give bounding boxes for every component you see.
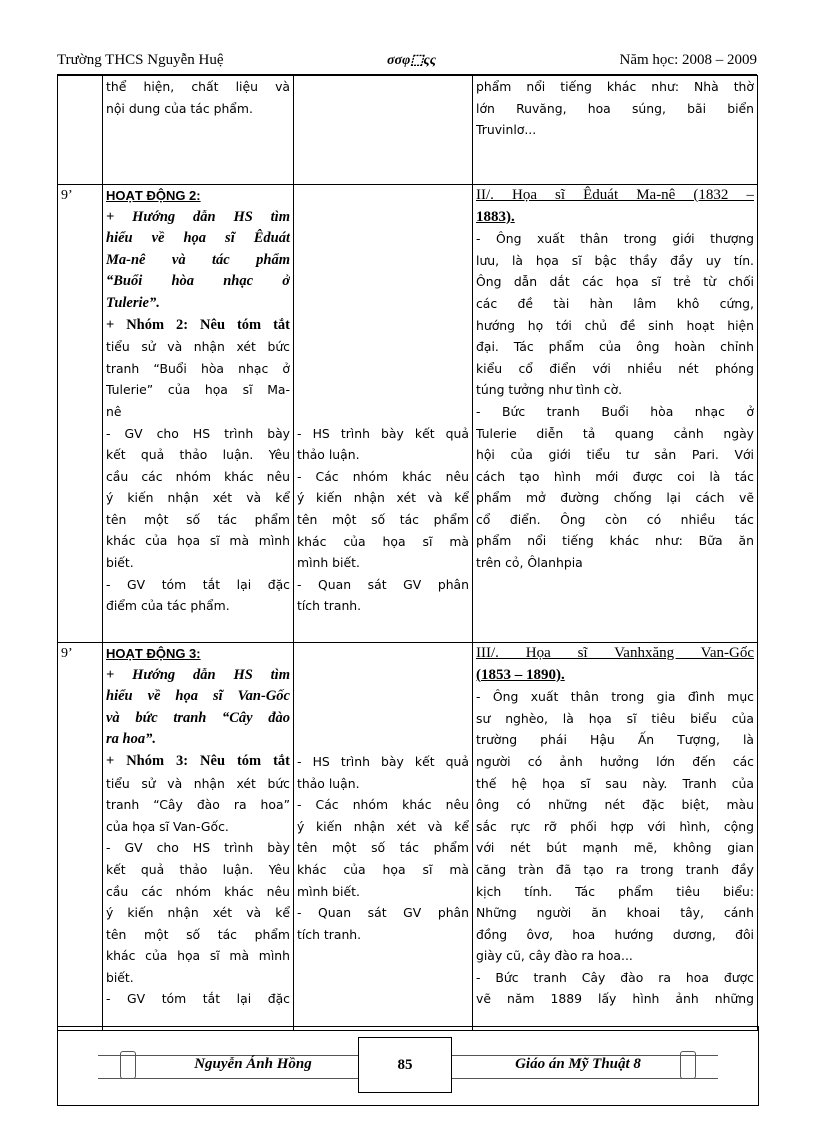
text-line: tích tranh. (297, 926, 362, 942)
student-activity-cell (294, 642, 473, 1030)
text-line: lớn Ruvăng, hoa súng, bãi biển (476, 100, 754, 116)
text-line: - GV cho HS trình bày (106, 840, 290, 856)
text-line: hiểu về họa sĩ Van-Gốc (106, 688, 290, 705)
school-name: Trường THCS Nguyễn Huệ (57, 52, 224, 68)
time-cell: 9’ (58, 184, 103, 642)
text-line: - HS trình bày kết quả (297, 753, 469, 769)
table-row (58, 184, 758, 642)
time-cell: 9’ (58, 642, 103, 1030)
text-line: Tulerie” của họa sĩ Ma- (106, 382, 290, 398)
text-line: khác của họa sĩ mà mình (106, 948, 290, 964)
text-line (106, 119, 290, 141)
time-cell (58, 76, 103, 185)
table-row (58, 76, 758, 185)
text-line: tên một số tác phẩm (106, 511, 290, 527)
text-line: - GV tóm tắt lại đặc (106, 991, 290, 1007)
text-line: - HS trình bày kết quả (297, 425, 469, 441)
text-line: trường phái Hậu Ấn Tượng, là (476, 732, 754, 748)
text-line: phẩm mở đường chống lại cách vẽ (476, 490, 754, 506)
text-line: đồng ôvơ, hoa hướng dương, đôi (476, 926, 754, 942)
footer-left-scroll-icon (120, 1051, 136, 1079)
text-line: đại. Tác phẩm của ông hoàn chỉnh (476, 339, 754, 355)
text-line: tên một số tác phẩm (297, 511, 469, 527)
text-line: - Quan sát GV phân (297, 576, 469, 592)
text-line: ý kiến nhận xét và kể (106, 490, 290, 506)
text-line: sắc rực rỡ phối hợp với hình, cộng (476, 818, 754, 834)
header-ornament: σσφ⬚ςς (387, 53, 436, 68)
text-line: ra hoa”. (106, 731, 156, 748)
text-line: nội dung của tác phẩm. (106, 100, 253, 116)
text-line: sư nghèo, là họa sĩ tiêu biểu của (476, 710, 754, 726)
text-line: của họa sĩ Van-Gốc. (106, 818, 229, 834)
text-line: tên một số tác phẩm (106, 926, 290, 942)
student-activity-cell (294, 184, 473, 642)
text-line: mình biết. (297, 883, 360, 899)
school-year: Năm học: 2008 – 2009 (619, 52, 757, 68)
teacher-activity-cell (103, 76, 294, 185)
text-line: căng tràn đã tạo ra trong tranh đầy (476, 861, 754, 877)
text-line: tích tranh. (297, 598, 362, 614)
text-line: nê (106, 403, 122, 419)
text-line: thể hiện, chất liệu và (106, 79, 290, 94)
text-line: hội của giới tiểu tư sản Pari. Với (476, 447, 754, 463)
text-line: III/. Họa sĩ Vanhxăng Van-Gốc (476, 644, 754, 661)
text-line: vẽ năm 1889 lấy hình ảnh những (476, 991, 754, 1007)
text-line: 1883). (476, 208, 515, 225)
footer-right-scroll-icon (680, 1051, 696, 1079)
text-line: người có ảnh hưởng lớn đến các (476, 753, 754, 769)
table-row (58, 642, 758, 1030)
text-line: cầu các nhóm khác nêu (106, 883, 290, 899)
text-line: tên một số tác phẩm (297, 840, 469, 856)
text-line: trên cỏ, Ôlanhpia (476, 555, 583, 571)
text-line: - Các nhóm khác nêu (297, 468, 469, 484)
text-line: giày cũ, cây đào ra hoa... (476, 948, 633, 964)
text-line: Ông dẫn dắt các họa sĩ trẻ từ chối (476, 274, 754, 290)
footer-book-title: Giáo án Mỹ Thuật 8 (515, 1056, 641, 1072)
text-line: lưu, là họa sĩ bậc thầy đầy uy tín. (476, 252, 754, 268)
text-line: và bức tranh “Cây đào (106, 709, 290, 726)
text-line: - Bức tranh Cây đào ra hoa được (476, 969, 754, 985)
text-line: hướng họ tới chủ đề sinh hoạt hiện (476, 317, 754, 333)
text-line: biết. (106, 555, 134, 571)
text-line: với nét bút mạnh mẽ, không gian (476, 840, 754, 856)
text-line: khác của họa sĩ mà mình (106, 533, 290, 549)
content-cell (473, 76, 758, 185)
text-line: - GV cho HS trình bày (106, 425, 290, 441)
text-line (106, 141, 290, 163)
student-activity-cell (294, 76, 473, 185)
text-line: thế hệ họa sĩ sau này. Tranh của (476, 775, 754, 791)
text-line: phẩm nổi tiếng khác như: Nhà thờ (476, 79, 754, 94)
text-line: kịch tính. Tác phẩm tiêu biểu: (476, 883, 754, 899)
page-footer (57, 1026, 759, 1106)
text-line: + Nhóm 2: Nêu tóm tắt (106, 316, 290, 333)
text-line: II/. Họa sĩ Êduát Ma-nê (1832 – (476, 186, 754, 203)
text-line: - Ông xuất thân trong gia đình mục (476, 689, 754, 705)
text-line: kiểu cổ điển với nhiều nét phóng (476, 360, 754, 376)
text-line: mình biết. (297, 555, 360, 571)
text-line: cổ điển. Ông còn có nhiều tác (476, 511, 754, 527)
text-line: - Quan sát GV phân (297, 905, 469, 921)
text-line: ý kiến nhận xét và kể (106, 905, 290, 921)
page-number: 85 (358, 1037, 452, 1093)
text-line: Tulerie”. (106, 294, 160, 311)
text-line: tranh “Cây đào ra hoa” (106, 797, 290, 813)
text-line: HOẠT ĐỘNG 2: (106, 187, 201, 203)
text-line: cầu các nhóm khác nêu (106, 468, 290, 484)
content-cell (473, 184, 758, 642)
text-line: kết quả thảo luận. Yêu (106, 447, 290, 463)
text-line: phẩm nổi tiếng khác như: Bữa ăn (476, 533, 754, 549)
text-line: thảo luận. (297, 447, 360, 463)
text-line: các đề tài hàn lâm khô cứng, (476, 295, 754, 311)
footer-author: Nguyễn Ánh Hồng (194, 1056, 312, 1072)
text-line: túng tưởng như tình cờ. (476, 382, 623, 398)
text-line: thảo luận. (297, 775, 360, 791)
text-line: - Bức tranh Buổi hòa nhạc ở (476, 403, 754, 419)
text-line: + Hướng dẫn HS tìm (106, 208, 290, 225)
text-line: Truvinlơ... (476, 122, 537, 138)
text-line: tranh “Buổi hòa nhạc ở (106, 360, 290, 376)
text-line: khác của họa sĩ mà (297, 861, 469, 877)
lesson-table (57, 75, 758, 1031)
text-line: điểm của tác phẩm. (106, 598, 230, 614)
text-line: - GV tóm tắt lại đặc (106, 576, 290, 592)
text-line: Ma-nê và tác phẩm (106, 251, 290, 268)
text-line: tiểu sử và nhận xét bức (106, 775, 290, 791)
text-line: ông có những nét đặc biệt, màu (476, 797, 754, 813)
text-line: + Nhóm 3: Nêu tóm tắt (106, 752, 290, 769)
text-line: hiểu về họa sĩ Êduát (106, 230, 290, 247)
text-line: cách tạo hình mới được coi là tác (476, 468, 754, 484)
text-line: - Các nhóm khác nêu (297, 797, 469, 813)
text-line: khác của họa sĩ mà (297, 533, 469, 549)
text-line: tiểu sử và nhận xét bức (106, 339, 290, 355)
text-line: - Ông xuất thân trong giới thượng (476, 231, 754, 247)
text-line: Những người ăn khoai tây, cánh (476, 905, 754, 921)
page-header (57, 52, 757, 74)
text-line: Tulerie diễn tả quang cảnh ngày (476, 425, 754, 441)
text-line: “Buổi hòa nhạc ở (106, 273, 290, 290)
text-line: kết quả thảo luận. Yêu (106, 861, 290, 877)
text-line: (1853 – 1890). (476, 666, 565, 683)
text-line (106, 162, 290, 184)
text-line: ý kiến nhận xét và kể (297, 818, 469, 834)
text-line: + Hướng dẫn HS tìm (106, 666, 290, 683)
text-line: biết. (106, 969, 134, 985)
content-cell (473, 642, 758, 1030)
text-line: ý kiến nhận xét và kể (297, 490, 469, 506)
teacher-activity-cell (103, 184, 294, 642)
text-line: HOẠT ĐỘNG 3: (106, 645, 201, 661)
teacher-activity-cell (103, 642, 294, 1030)
